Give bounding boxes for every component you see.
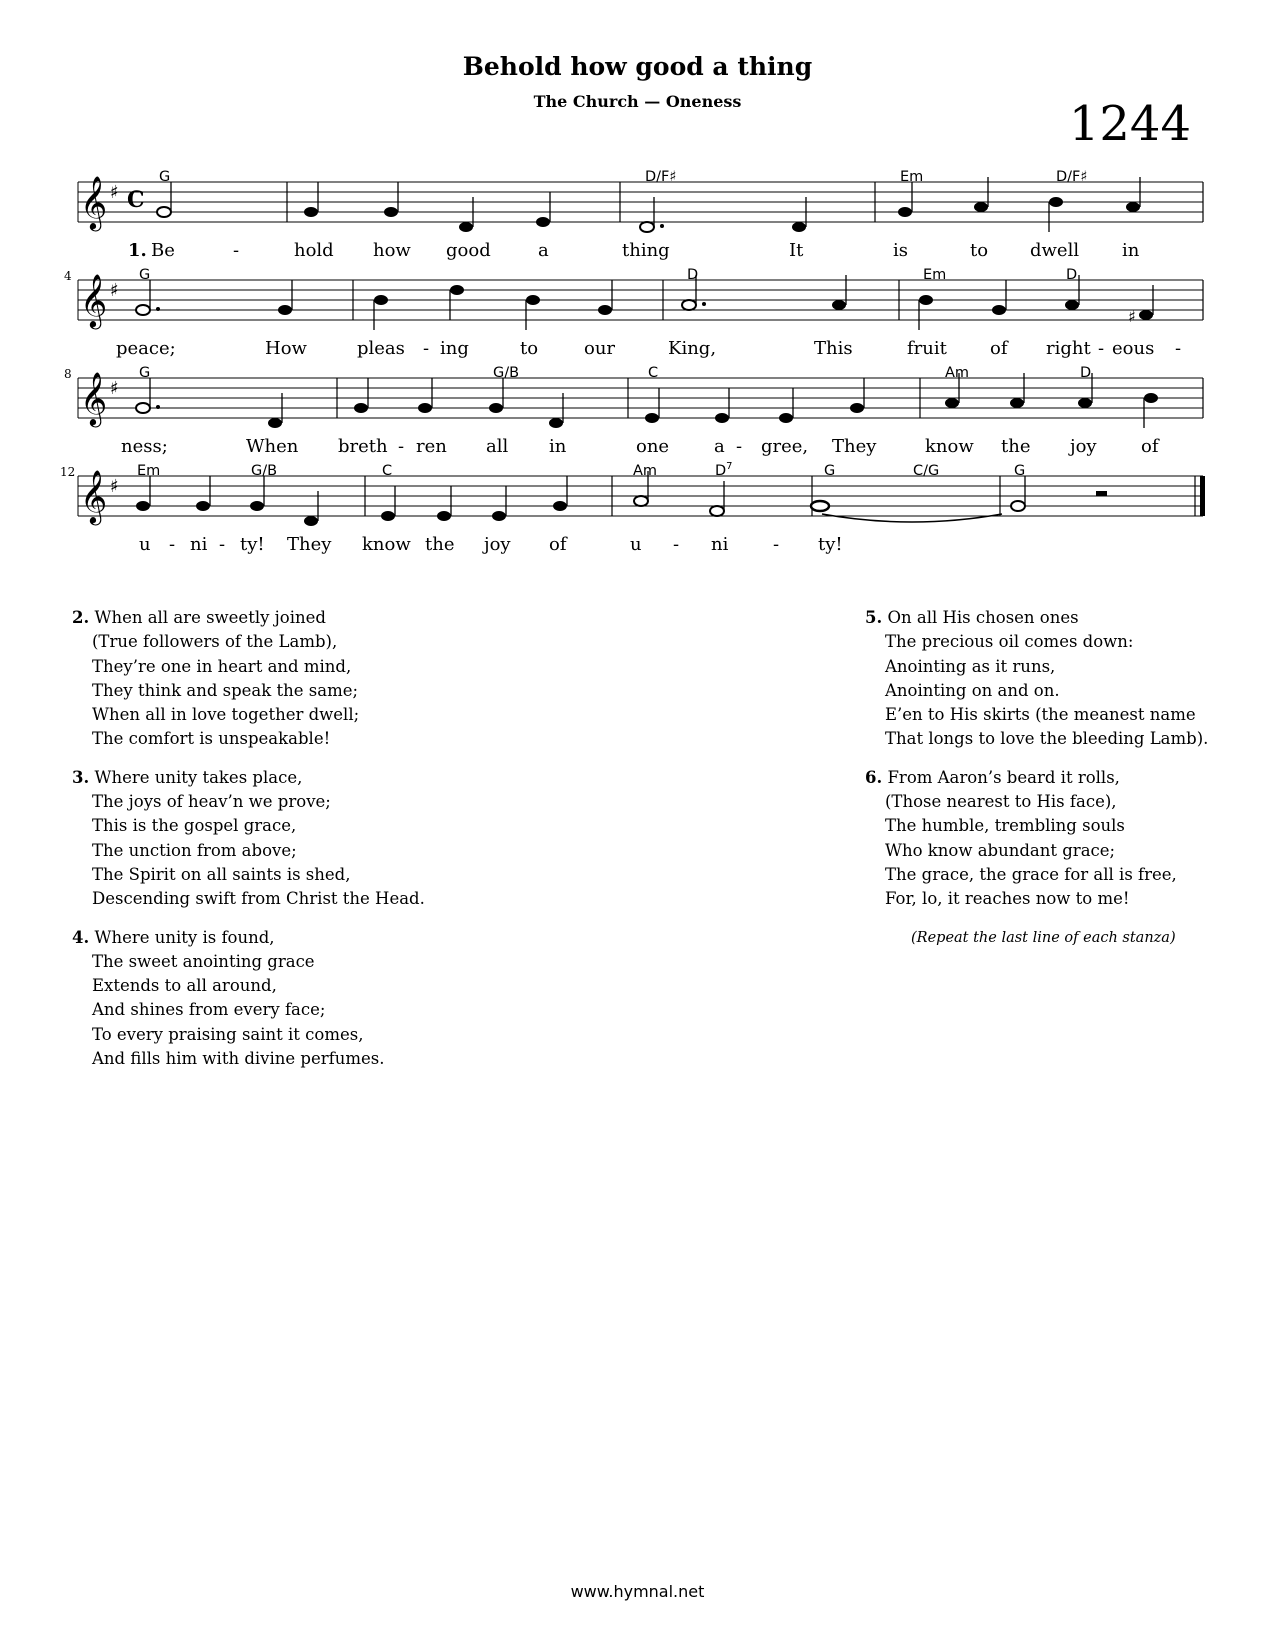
verse-line: Anointing on and on. bbox=[885, 680, 1060, 700]
verse-line: The unction from above; bbox=[92, 840, 297, 860]
lyric-syllable: know bbox=[925, 436, 974, 457]
verse-number: 4. bbox=[72, 927, 90, 947]
verse-line: And shines from every face; bbox=[92, 1000, 326, 1020]
lyric-syllable: dwell bbox=[1030, 240, 1080, 261]
lyric-syllable: - bbox=[219, 534, 226, 555]
notes bbox=[136, 373, 1158, 428]
lyric-syllable: Be bbox=[151, 240, 175, 261]
lyric-syllable: 1. bbox=[128, 240, 147, 261]
verse-line: Who know abundant grace; bbox=[885, 840, 1116, 860]
lyrics bbox=[139, 534, 843, 555]
verse-line: The joys of heav’n we prove; bbox=[92, 792, 331, 812]
treble-clef: 𝄞 bbox=[80, 469, 108, 523]
chord-symbol: D bbox=[1066, 267, 1078, 283]
lyric-syllable: a bbox=[538, 240, 549, 261]
lyric-syllable: They bbox=[832, 436, 877, 457]
chord-symbol: C bbox=[382, 463, 393, 479]
verse-line: That longs to love the bleeding Lamb). bbox=[885, 729, 1209, 749]
verse-line: (Those nearest to His face), bbox=[885, 792, 1117, 812]
measure-number: 8 bbox=[64, 367, 72, 381]
chord-symbol: G/B bbox=[493, 365, 520, 381]
chord-symbols bbox=[139, 365, 1091, 381]
chord-symbol: $D^7$ bbox=[715, 461, 733, 479]
verse-number: 6. bbox=[865, 767, 883, 787]
lyric-syllable: know bbox=[362, 534, 411, 555]
verse-4 bbox=[72, 926, 425, 1072]
lyric-syllable: thing bbox=[622, 240, 670, 261]
lyric-syllable: - bbox=[233, 240, 240, 261]
chord-symbol: C bbox=[648, 365, 659, 381]
verse-line: And fills him with divine perfumes. bbox=[92, 1049, 385, 1069]
chord-symbol: D/F♯ bbox=[1056, 169, 1088, 185]
lyric-syllable: in bbox=[549, 436, 567, 457]
chord-symbols bbox=[139, 267, 1077, 283]
verse-2 bbox=[72, 606, 425, 752]
music-system-3 bbox=[0, 356, 1275, 466]
lyric-syllable: a bbox=[714, 436, 725, 457]
treble-clef: 𝄞 bbox=[80, 175, 108, 229]
verse-line: The precious oil comes down: bbox=[885, 632, 1134, 652]
notes bbox=[136, 275, 1153, 330]
staff-lines bbox=[78, 378, 1203, 418]
measure-number: 4 bbox=[64, 269, 72, 283]
lyric-syllable: right bbox=[1046, 338, 1091, 359]
verse-3 bbox=[72, 766, 425, 912]
verse-line: They’re one in heart and mind, bbox=[92, 656, 352, 676]
verses-right-column bbox=[865, 606, 1208, 950]
lyric-syllable: King, bbox=[668, 338, 717, 359]
verse-line: They think and speak the same; bbox=[92, 680, 359, 700]
footer-website[interactable]: www.hymnal.net bbox=[570, 1582, 705, 1601]
treble-clef: 𝄞 bbox=[80, 371, 108, 425]
lyric-syllable: all bbox=[486, 436, 509, 457]
verse-5 bbox=[865, 606, 1208, 752]
staff-lines bbox=[78, 182, 1203, 222]
chord-symbol: G/B bbox=[251, 463, 278, 479]
chord-symbol: G bbox=[139, 365, 151, 381]
lyric-syllable: our bbox=[584, 338, 616, 359]
lyric-syllable: - bbox=[773, 534, 780, 555]
lyric-syllable: ing bbox=[440, 338, 469, 359]
chord-symbol: D bbox=[1080, 365, 1092, 381]
lyric-syllable: - bbox=[673, 534, 680, 555]
verse-line: From Aaron’s beard it rolls, bbox=[887, 767, 1120, 787]
lyric-syllable: is bbox=[893, 240, 908, 261]
verse-number: 3. bbox=[72, 767, 90, 787]
verse-line: To every praising saint it comes, bbox=[92, 1024, 364, 1044]
final-barline bbox=[1200, 476, 1205, 516]
verse-line: On all His chosen ones bbox=[887, 608, 1079, 627]
repeat-note: (Repeat the last line of each stanza) bbox=[911, 929, 1176, 946]
verse-line: The humble, trembling souls bbox=[885, 816, 1125, 836]
verse-line: The comfort is unspeakable! bbox=[92, 729, 331, 749]
lyric-syllable: good bbox=[446, 240, 491, 261]
lyric-syllable: joy bbox=[1070, 436, 1097, 457]
verse-number: 2. bbox=[72, 608, 90, 627]
lyric-syllable: - bbox=[423, 338, 430, 359]
svg-text:♯: ♯ bbox=[1128, 307, 1136, 326]
chord-symbol: G bbox=[1014, 463, 1026, 479]
lyric-syllable: breth bbox=[338, 436, 388, 457]
chord-symbol: D bbox=[687, 267, 699, 283]
verse-line: When all are sweetly joined bbox=[94, 608, 326, 627]
verse-line: E’en to His skirts (the meanest name bbox=[885, 705, 1196, 725]
lyric-syllable: in bbox=[1122, 240, 1140, 261]
hymn-number: 1244 bbox=[1068, 96, 1191, 152]
chord-symbol: Am bbox=[945, 365, 970, 381]
hymn-title: Behold how good a thing bbox=[462, 52, 813, 81]
lyric-syllable: gree, bbox=[761, 436, 809, 457]
lyric-syllable: the bbox=[1001, 436, 1031, 457]
lyric-syllable: - bbox=[1175, 338, 1182, 359]
music-system-2 bbox=[0, 258, 1275, 368]
verse-line: For, lo, it reaches now to me! bbox=[885, 889, 1130, 909]
key-signature-sharp: ♯ bbox=[110, 280, 119, 301]
verse-line: When all in love together dwell; bbox=[92, 705, 360, 725]
chord-symbol: Em bbox=[137, 463, 161, 479]
notes bbox=[136, 471, 1107, 526]
verse-line: The sweet anointing grace bbox=[92, 951, 315, 971]
hymn-category: The Church — Oneness bbox=[533, 92, 742, 111]
lyric-syllable: ty! bbox=[240, 534, 265, 555]
lyric-syllable: pleas bbox=[357, 338, 405, 359]
lyric-syllable: When bbox=[246, 436, 299, 457]
notes bbox=[157, 177, 1140, 232]
lyric-syllable: of bbox=[549, 534, 567, 555]
lyric-syllable: ren bbox=[416, 436, 447, 457]
music-system-4 bbox=[0, 454, 1275, 564]
verse-6 bbox=[865, 766, 1208, 912]
verse-number: 5. bbox=[865, 608, 883, 627]
lyric-syllable: This bbox=[814, 338, 853, 359]
lyric-syllable: ty! bbox=[818, 534, 843, 555]
key-signature-sharp: ♯ bbox=[110, 476, 119, 497]
lyric-syllable: the bbox=[425, 534, 455, 555]
music-system-1 bbox=[0, 160, 1275, 270]
lyric-syllable: - bbox=[169, 534, 176, 555]
treble-clef: 𝄞 bbox=[80, 273, 108, 327]
chord-symbol: Am bbox=[633, 463, 658, 479]
chord-symbol: G bbox=[159, 169, 171, 185]
measure-number: 12 bbox=[60, 465, 76, 479]
verse-line: This is the gospel grace, bbox=[92, 816, 297, 836]
chord-symbols bbox=[159, 169, 1087, 185]
chord-symbol: C/G bbox=[913, 463, 940, 479]
lyric-syllable: peace; bbox=[116, 338, 176, 359]
lyric-syllable: how bbox=[373, 240, 411, 261]
verse-line: Anointing as it runs, bbox=[885, 656, 1056, 676]
lyric-syllable: u bbox=[630, 534, 642, 555]
chord-symbol: G bbox=[824, 463, 836, 479]
lyric-syllable: - bbox=[736, 436, 743, 457]
verse-line: Extends to all around, bbox=[92, 976, 277, 996]
verse-line: The Spirit on all saints is shed, bbox=[92, 864, 351, 884]
verses-left-column bbox=[72, 606, 425, 1085]
lyric-syllable: - bbox=[398, 436, 405, 457]
lyric-syllable: one bbox=[636, 436, 670, 457]
verse-line: Where unity is found, bbox=[94, 927, 275, 947]
lyric-syllable: to bbox=[520, 338, 539, 359]
verse-line: Descending swift from Christ the Head. bbox=[92, 889, 425, 909]
lyric-syllable: joy bbox=[484, 534, 511, 555]
chord-symbol: Em bbox=[900, 169, 924, 185]
key-signature-sharp: ♯ bbox=[110, 182, 119, 203]
lyric-syllable: ni bbox=[190, 534, 208, 555]
lyric-syllable: u bbox=[139, 534, 151, 555]
chord-symbol: Em bbox=[923, 267, 947, 283]
lyric-syllable: of bbox=[1141, 436, 1159, 457]
lyric-syllable: ness; bbox=[121, 436, 168, 457]
lyric-syllable: hold bbox=[294, 240, 334, 261]
half-rest bbox=[1096, 491, 1107, 496]
verse-line: The grace, the grace for all is free, bbox=[885, 864, 1177, 884]
lyric-syllable: of bbox=[990, 338, 1008, 359]
chord-symbol: D/F♯ bbox=[645, 169, 677, 185]
lyric-syllable: - bbox=[1098, 338, 1105, 359]
verse-line: Where unity takes place, bbox=[94, 767, 303, 787]
staff-lines bbox=[78, 280, 1203, 320]
lyric-syllable: They bbox=[287, 534, 332, 555]
lyric-syllable: How bbox=[265, 338, 307, 359]
lyric-syllable: It bbox=[789, 240, 804, 261]
lyric-syllable: fruit bbox=[907, 338, 947, 359]
time-signature: C bbox=[127, 187, 145, 213]
lyric-syllable: eous bbox=[1112, 338, 1155, 359]
lyric-syllable: to bbox=[970, 240, 989, 261]
key-signature-sharp: ♯ bbox=[110, 378, 119, 399]
chord-symbol: G bbox=[139, 267, 151, 283]
lyric-syllable: ni bbox=[711, 534, 729, 555]
verse-line: (True followers of the Lamb), bbox=[92, 632, 338, 652]
